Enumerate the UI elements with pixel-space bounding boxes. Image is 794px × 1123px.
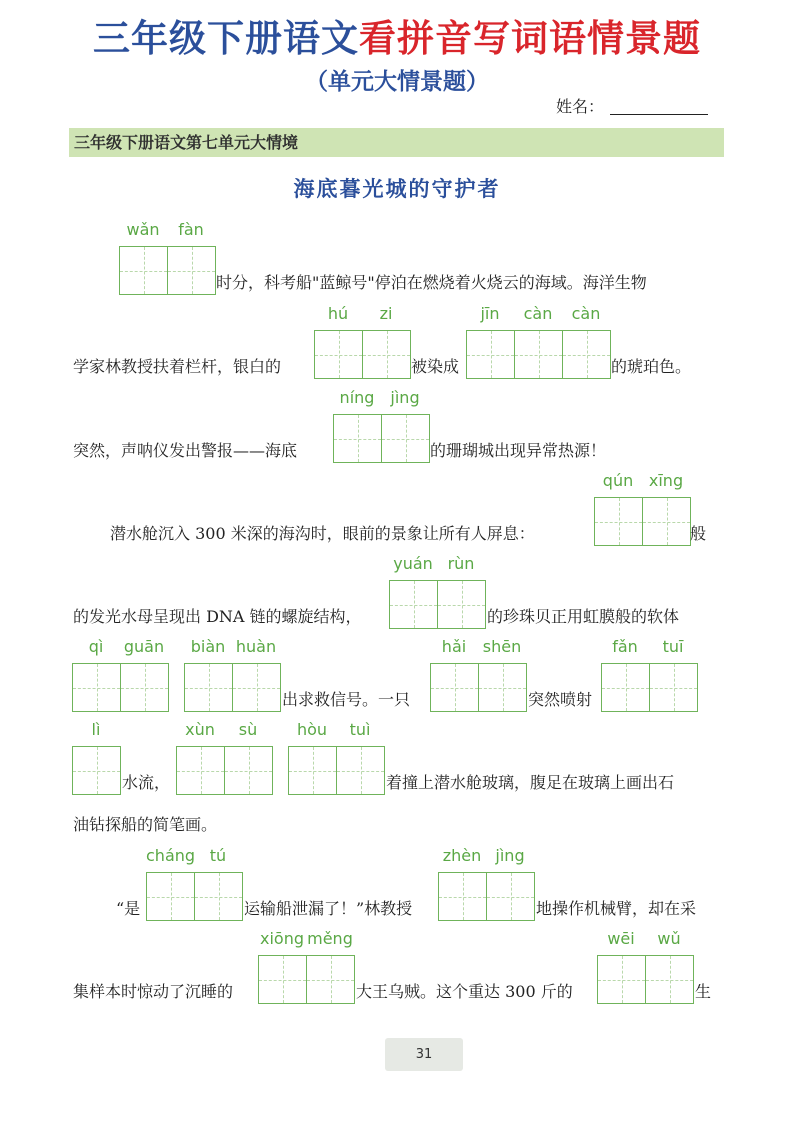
pinyin-syllable: wǔ <box>657 929 681 948</box>
text-l10a: 集样本时惊动了沉睡的 <box>73 982 234 1001</box>
writing-boxes <box>389 580 485 629</box>
writing-boxes <box>601 663 697 712</box>
tianzige-box[interactable] <box>258 955 307 1004</box>
writing-boxes <box>438 872 534 921</box>
pinyin-syllable: qì <box>88 637 104 656</box>
pinyin-row <box>438 846 534 866</box>
writing-boxes <box>466 330 610 379</box>
writing-boxes <box>288 746 384 795</box>
pinyin-syllable: qún <box>602 471 634 490</box>
pinyin-syllable: shēn <box>482 637 522 656</box>
pinyin-syllable: měng <box>307 929 353 948</box>
tianzige-box[interactable] <box>146 872 195 921</box>
pinyin-syllable: tuī <box>662 637 684 656</box>
text-l2a: 学家林教授扶着栏杆，银白的 <box>73 357 282 376</box>
pinyin-syllable: níng <box>339 388 375 407</box>
pinyin-syllable: tú <box>209 846 227 865</box>
text-l8a: 油钻探船的简笔画。 <box>73 815 218 834</box>
pinyin-row <box>389 554 485 574</box>
pinyin-row <box>466 304 610 324</box>
tianzige-box[interactable] <box>437 580 486 629</box>
tianzige-box[interactable] <box>306 955 355 1004</box>
pinyin-row <box>314 304 410 324</box>
text-l7a: 水流， <box>122 773 171 792</box>
writing-boxes <box>594 497 690 546</box>
pinyin-syllable: hú <box>327 304 349 323</box>
name-blank-line[interactable] <box>610 114 708 115</box>
tianzige-box[interactable] <box>72 663 121 712</box>
line-1 <box>0 220 794 310</box>
pinyin-syllable: wēi <box>607 929 635 948</box>
writing-boxes <box>597 955 693 1004</box>
text-l2b: 被染成 <box>411 357 460 376</box>
tianzige-box[interactable] <box>232 663 281 712</box>
text-l10b: 大王乌贼。这个重达 300 斤的 <box>356 982 573 1001</box>
pinyin-syllable: guān <box>123 637 165 656</box>
name-label: 姓名： <box>556 97 605 116</box>
main-title <box>0 16 794 62</box>
pinyin-syllable: càn <box>523 304 553 323</box>
tianzige-box[interactable] <box>594 497 643 546</box>
pinyin-syllable: càn <box>571 304 601 323</box>
pinyin-row <box>333 388 429 408</box>
story-title: 海底暮光城的守护者 <box>293 176 501 201</box>
pinyin-syllable: hòu <box>296 720 328 739</box>
text-l1a: 时分，科考船"蓝鲸号"停泊在燃烧着火烧云的海域。海洋生物 <box>216 273 647 292</box>
text-l6a: 出求救信号。一只 <box>282 690 411 709</box>
pinyin-syllable: zi <box>379 304 393 323</box>
tianzige-box[interactable] <box>438 872 487 921</box>
pinyin-row <box>601 637 697 657</box>
text-l3b: 的珊瑚城出现异常热源！ <box>430 441 607 460</box>
pinyin-syllable: fǎn <box>612 637 638 656</box>
text-l10c: 生 <box>695 982 712 1001</box>
text-l9a: “是 <box>116 899 141 918</box>
tianzige-box[interactable] <box>176 746 225 795</box>
tianzige-box[interactable] <box>314 330 363 379</box>
text-l4b: 般 <box>690 524 707 543</box>
line-2 <box>0 304 794 394</box>
pinyin-row <box>119 220 215 240</box>
tianzige-box[interactable] <box>184 663 233 712</box>
writing-boxes <box>430 663 526 712</box>
unit-band-text: 三年级下册语文第七单元大情境 <box>74 133 299 152</box>
tianzige-box[interactable] <box>288 746 337 795</box>
writing-boxes <box>72 746 120 795</box>
writing-boxes <box>72 663 168 712</box>
text-l4a: 潜水舱沉入 300 米深的海沟时，眼前的景象让所有人屏息： <box>110 524 535 543</box>
tianzige-box[interactable] <box>119 246 168 295</box>
pinyin-syllable: hǎi <box>441 637 467 656</box>
page-number: 31 <box>385 1038 463 1071</box>
tianzige-box[interactable] <box>466 330 515 379</box>
writing-boxes <box>314 330 410 379</box>
pinyin-row <box>430 637 526 657</box>
writing-boxes <box>119 246 215 295</box>
pinyin-syllable: zhèn <box>442 846 482 865</box>
pinyin-row <box>146 846 242 866</box>
pinyin-syllable: fàn <box>178 220 204 239</box>
tianzige-box[interactable] <box>649 663 698 712</box>
pinyin-row <box>288 720 384 740</box>
text-l6b: 突然喷射 <box>528 690 593 709</box>
tianzige-box[interactable] <box>601 663 650 712</box>
line-3 <box>0 388 794 478</box>
tianzige-box[interactable] <box>167 246 216 295</box>
writing-boxes <box>176 746 272 795</box>
pinyin-row <box>184 637 280 657</box>
text-l2c: 的琥珀色。 <box>611 357 692 376</box>
pinyin-syllable: cháng <box>146 846 196 865</box>
pinyin-syllable: jīn <box>480 304 500 323</box>
pinyin-syllable: biàn <box>190 637 226 656</box>
writing-boxes <box>184 663 280 712</box>
text-l7b: 着撞上潜水舱玻璃，腹足在玻璃上画出石 <box>386 773 675 792</box>
title-part-2: 看拼音写词语情景题 <box>359 17 701 60</box>
pinyin-syllable: yuán <box>393 554 433 573</box>
pinyin-syllable: xiōng <box>260 929 304 948</box>
pinyin-syllable: wǎn <box>126 220 160 239</box>
tianzige-box[interactable] <box>389 580 438 629</box>
pinyin-row <box>176 720 272 740</box>
line-6 <box>0 637 794 727</box>
pinyin-row <box>72 637 168 657</box>
line-10 <box>0 929 794 1019</box>
pinyin-syllable: jìng <box>390 388 420 407</box>
pinyin-syllable: sù <box>238 720 258 739</box>
line-7 <box>0 720 794 810</box>
text-l5a: 的发光水母呈现出 DNA 链的螺旋结构， <box>73 607 362 626</box>
pinyin-row <box>72 720 120 740</box>
tianzige-box[interactable] <box>194 872 243 921</box>
tianzige-box[interactable] <box>72 746 121 795</box>
subtitle: （单元大情景题） <box>305 69 489 95</box>
tianzige-box[interactable] <box>597 955 646 1004</box>
text-l9b: 运输船泄漏了！”林教授 <box>244 899 413 918</box>
tianzige-box[interactable] <box>478 663 527 712</box>
tianzige-box[interactable] <box>430 663 479 712</box>
line-9 <box>0 846 794 936</box>
tianzige-box[interactable] <box>642 497 691 546</box>
pinyin-syllable: xīng <box>648 471 684 490</box>
tianzige-box[interactable] <box>224 746 273 795</box>
tianzige-box[interactable] <box>120 663 169 712</box>
title-part-1: 三年级下册语文 <box>93 17 359 60</box>
pinyin-row <box>594 471 690 491</box>
pinyin-row <box>597 929 693 949</box>
tianzige-box[interactable] <box>333 414 382 463</box>
line-5 <box>0 554 794 644</box>
writing-boxes <box>146 872 242 921</box>
tianzige-box[interactable] <box>514 330 563 379</box>
pinyin-syllable: rùn <box>447 554 475 573</box>
line-4 <box>0 471 794 561</box>
tianzige-box[interactable] <box>486 872 535 921</box>
tianzige-box[interactable] <box>645 955 694 1004</box>
text-l5b: 的珍珠贝正用虹膜般的软体 <box>487 607 680 626</box>
writing-boxes <box>333 414 429 463</box>
tianzige-box[interactable] <box>362 330 411 379</box>
unit-band <box>69 128 724 157</box>
pinyin-syllable: huàn <box>235 637 277 656</box>
pinyin-syllable: lì <box>91 720 101 739</box>
text-l9c: 地操作机械臂，却在采 <box>536 899 697 918</box>
tianzige-box[interactable] <box>336 746 385 795</box>
text-l3a: 突然，声呐仪发出警报——海底 <box>73 441 298 460</box>
pinyin-row <box>258 929 354 949</box>
pinyin-syllable: jìng <box>495 846 525 865</box>
pinyin-syllable: xùn <box>185 720 215 739</box>
writing-boxes <box>258 955 354 1004</box>
tianzige-box[interactable] <box>381 414 430 463</box>
pinyin-syllable: tuì <box>349 720 371 739</box>
tianzige-box[interactable] <box>562 330 611 379</box>
